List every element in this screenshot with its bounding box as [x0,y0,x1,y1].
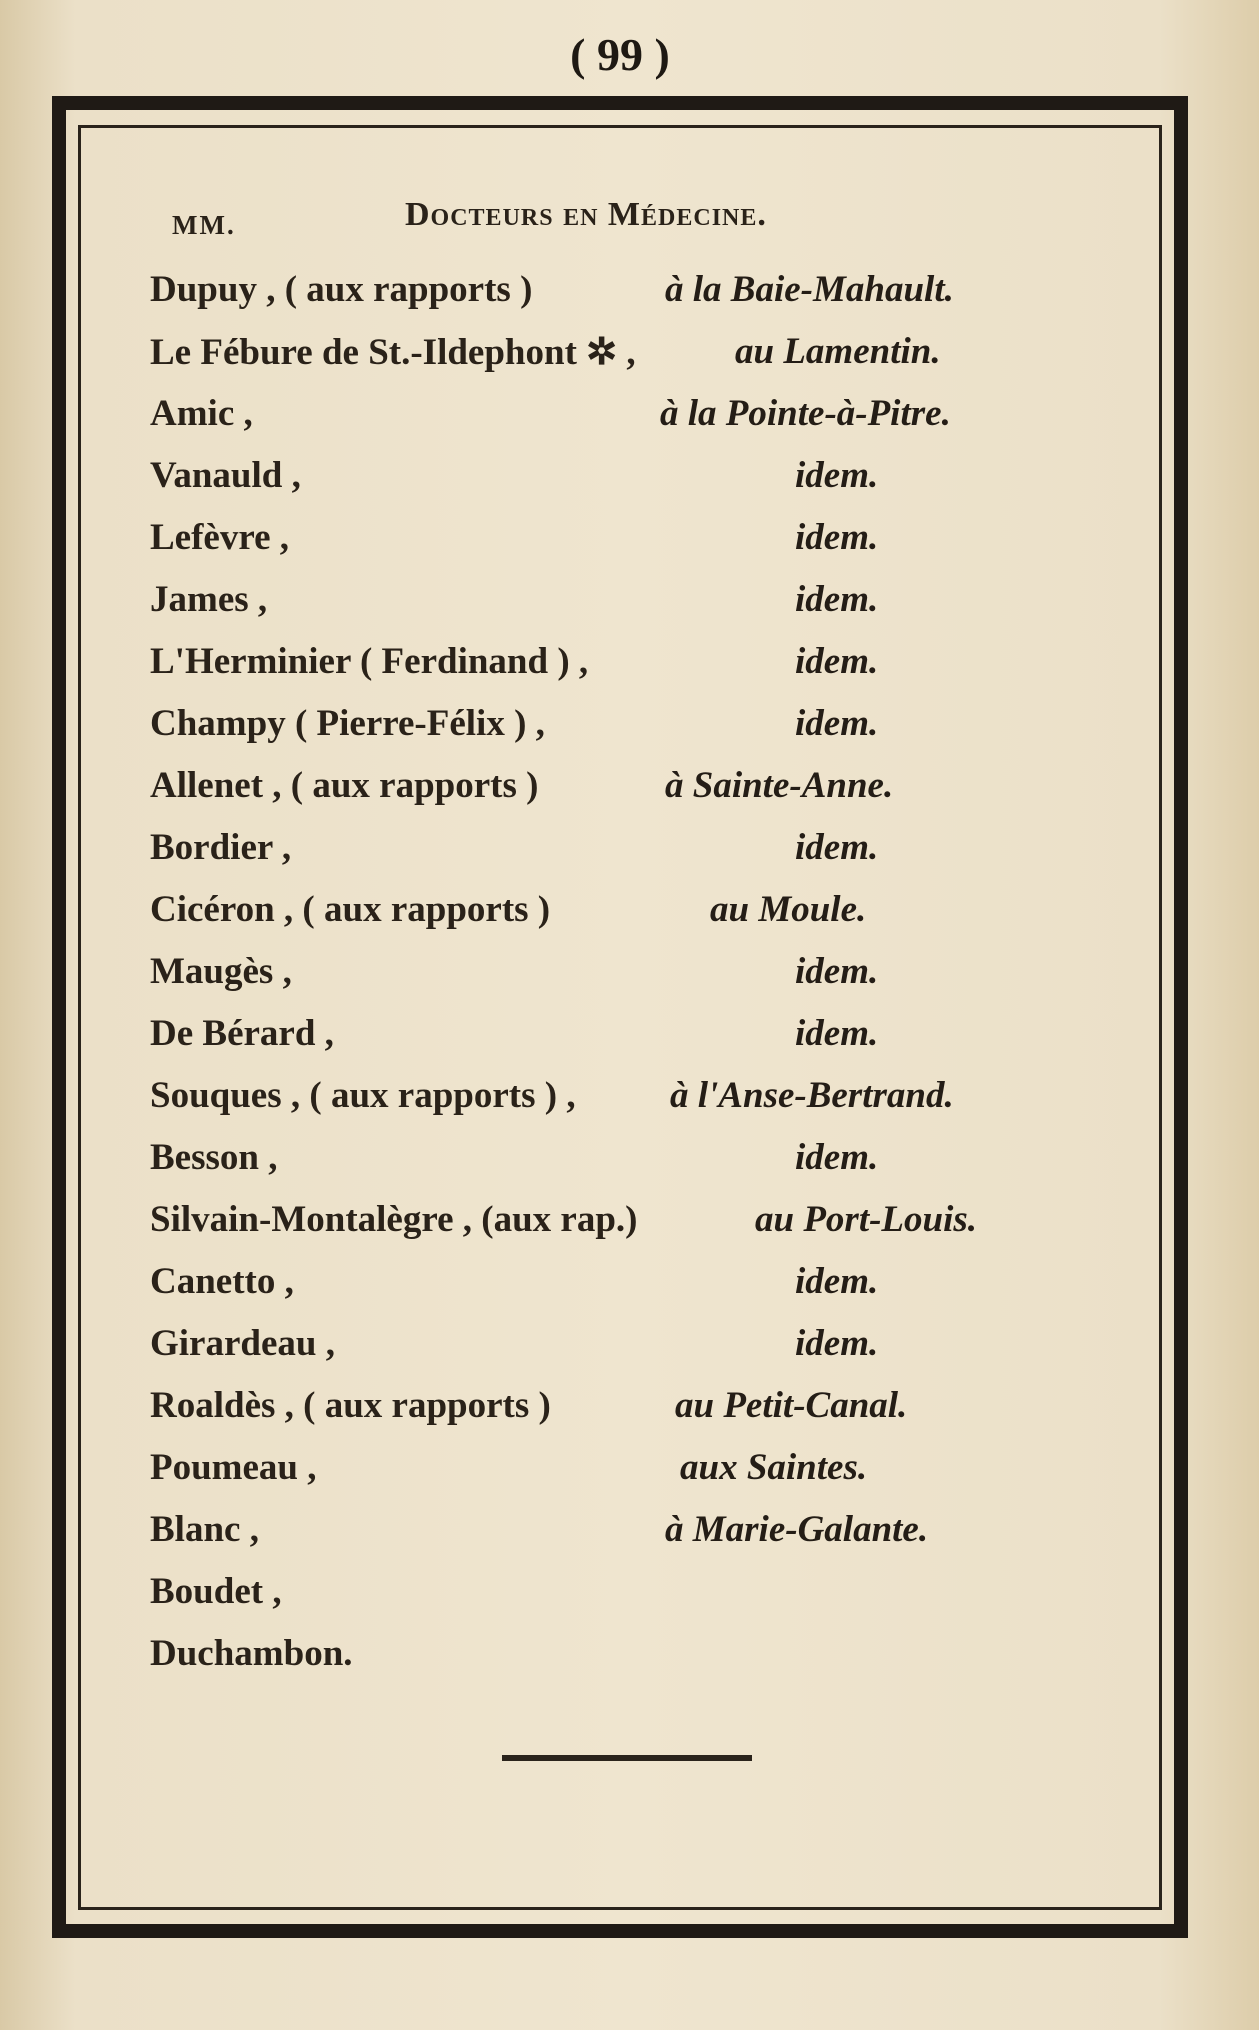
list-item [150,1260,1050,1318]
list-item [150,640,1050,698]
doctor-name: L'Herminier ( Ferdinand ) , [150,641,589,682]
list-item [150,1570,1050,1628]
doctor-location: à l'Anse-Bertrand. [670,1075,954,1116]
list-item [150,1632,1050,1690]
doctor-location: idem. [795,703,879,744]
doctor-location: au Lamentin. [735,331,941,372]
list-item [150,1384,1050,1442]
doctor-location: au Moule. [710,889,867,930]
page-number: ( 99 ) [570,29,670,80]
doctor-location: idem. [795,1261,879,1302]
list-item [150,578,1050,636]
doctor-name: Duchambon. [150,1633,353,1674]
doctor-name: De Bérard , [150,1013,334,1054]
list-item [150,764,1050,822]
doctor-name: Souques , ( aux rapports ) , [150,1075,576,1116]
doctor-location: idem. [795,641,879,682]
list-item [150,454,1050,512]
list-item [150,950,1050,1008]
doctor-location: idem. [795,517,879,558]
doctor-location: au Port-Louis. [755,1199,978,1240]
doctor-name: Roaldès , ( aux rapports ) [150,1385,551,1426]
doctor-location: idem. [795,1323,879,1364]
list-item [150,516,1050,574]
doctor-location: idem. [795,951,879,992]
doctor-name: Le Fébure de St.-Ildephont ✲ , [150,332,636,373]
list-item [150,330,1050,388]
doctor-location: au Petit-Canal. [675,1385,908,1426]
list-item [150,1508,1050,1566]
doctor-name: Girardeau , [150,1323,335,1364]
list-item [150,888,1050,946]
doctor-name: Vanauld , [150,455,301,496]
doctor-name: Lefèvre , [150,517,290,558]
list-item [150,268,1050,326]
list-item [150,1198,1050,1256]
doctor-location: idem. [795,1137,879,1178]
doctor-location: idem. [795,827,879,868]
mm-label: MM. [172,210,236,240]
section-divider [502,1755,752,1761]
list-item [150,392,1050,450]
doctor-name: Allenet , ( aux rapports ) [150,765,539,806]
doctor-name: Silvain-Montalègre , (aux rap.) [150,1199,638,1240]
doctor-location: à Sainte-Anne. [665,765,894,806]
doctor-name: Poumeau , [150,1447,317,1488]
doctor-name: Maugès , [150,951,292,992]
list-item [150,1074,1050,1132]
list-item [150,1012,1050,1070]
doctor-name: Amic , [150,393,253,434]
doctor-name: Besson , [150,1137,278,1178]
list-item [150,1446,1050,1504]
list-item [150,1322,1050,1380]
list-item [150,826,1050,884]
doctor-location: à la Baie-Mahault. [665,269,954,310]
doctor-location: idem. [795,1013,879,1054]
doctor-name: Canetto , [150,1261,294,1302]
list-item [150,1136,1050,1194]
doctor-name: James , [150,579,268,620]
doctor-name: Bordier , [150,827,292,868]
doctor-location: idem. [795,455,879,496]
page-title: Docteurs en Médecine. [405,196,767,233]
doctor-name: Blanc , [150,1509,259,1550]
doctor-location: idem. [795,579,879,620]
list-item [150,702,1050,760]
doctor-location: aux Saintes. [680,1447,868,1488]
doctor-name: Dupuy , ( aux rapports ) [150,269,533,310]
doctor-location: à la Pointe-à-Pitre. [660,393,951,434]
doctor-name: Boudet , [150,1571,282,1612]
doctor-name: Champy ( Pierre-Félix ) , [150,703,545,744]
doctor-location: à Marie-Galante. [665,1509,929,1550]
doctor-name: Cicéron , ( aux rapports ) [150,889,551,930]
